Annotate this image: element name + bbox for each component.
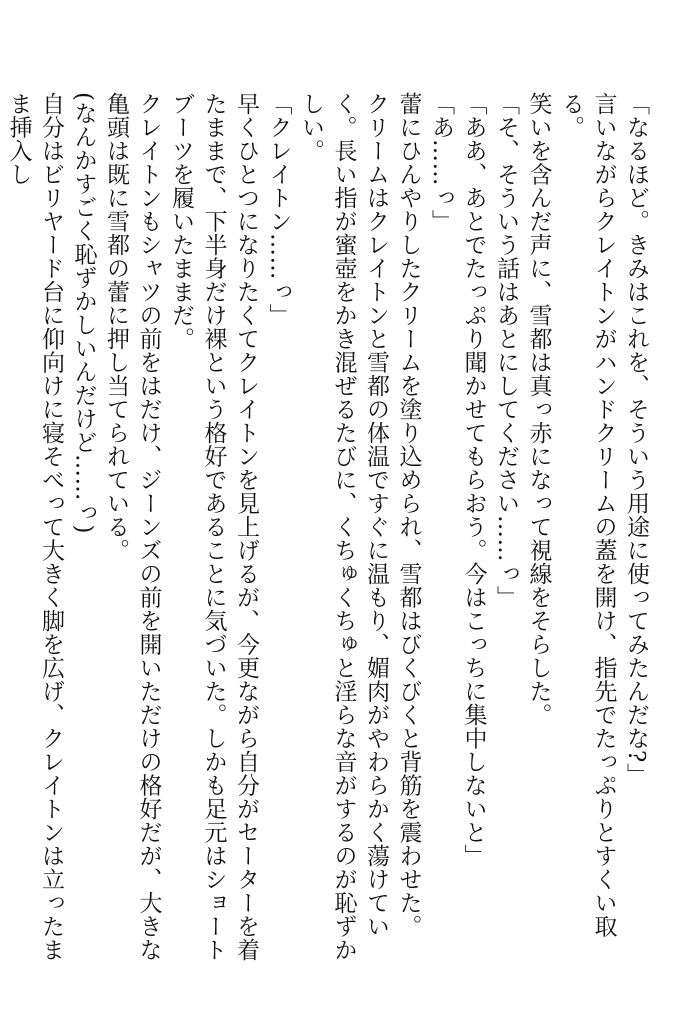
dialogue-line: 「ああ、あとでたっぷり聞かせてもらおう。今はこっちに集中しないと」	[460, 92, 487, 868]
dialogue-line: 「そ、そういう話はあとにしてください……っ」	[493, 92, 519, 609]
narration-paragraph: 蕾にひんやりしたクリームを塗り込められ、雪都はびくびくと背筋を震わせた。	[395, 92, 422, 938]
narration-paragraph: 自分はビリヤード台に仰向けに寝そべって大きく脚を広げ、クレイトンは立ったまま挿入し	[5, 92, 64, 962]
dialogue-line: 「なるほど。きみはこれを、そういう用途に使ってみたんだな?」	[623, 92, 649, 787]
inner-thought-line: (なんかすごく恥ずかしいんだけど……っ)	[70, 92, 97, 534]
dialogue-line: 「あ……っ」	[428, 92, 454, 233]
dialogue-line: 「クレイトン……っ」	[265, 92, 292, 327]
narration-paragraph: 笑いを含んだ声に、雪都は真っ赤になって視線をそらした。	[525, 92, 552, 727]
narration-paragraph: クリームはクレイトンと雪都の体温ですぐに温もり、媚肉がやわらかく蕩けていく。長い指が蜜壺をかき混ぜるたびに、くちゅくちゅと淫らな音がするのが恥ずかしい。	[298, 92, 389, 962]
narration-paragraph: クレイトンもシャツの前をはだけ、ジーンズの前を開いただけの格好だが、大きな亀頭は既に雪都の蕾に押し当てられている。	[103, 92, 162, 962]
narration-paragraph: 早くひとつになりたくてクレイトンを見上げるが、今更ながら自分がセーターを着たままで、下半身だけ裸という格好であることに気づいた。しかも足元はショートブーツを履いたままだ。	[168, 92, 259, 962]
narration-paragraph: 言いながらクレイトンがハンドクリームの蓋を開け、指先でたっぷりとすくい取る。	[558, 92, 617, 938]
vertical-text-body	[2, 92, 652, 972]
